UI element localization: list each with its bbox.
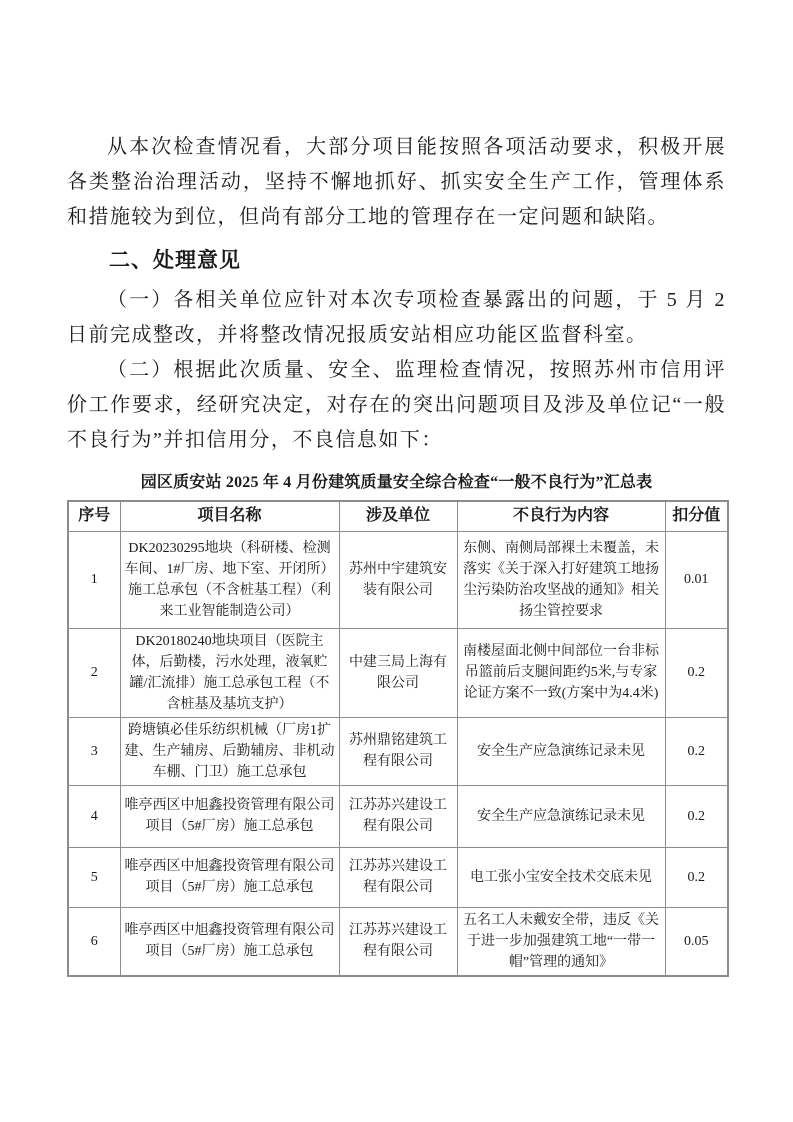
bad-behavior-summary-table [67,500,729,977]
header-cell-content: 不良行为内容 [457,501,665,531]
table-header-row [68,501,728,531]
cell-unit: 中建三局上海有限公司 [339,628,457,717]
cell-unit: 苏州中宇建筑安装有限公司 [339,531,457,628]
cell-index: 5 [68,847,120,907]
cell-content: 电工张小宝安全技术交底未见 [457,847,665,907]
cell-index: 6 [68,907,120,976]
cell-score: 0.2 [665,785,728,847]
table-row [68,785,728,847]
cell-index: 3 [68,717,120,785]
cell-index: 1 [68,531,120,628]
header-cell-project: 项目名称 [120,501,339,531]
header-cell-unit: 涉及单位 [339,501,457,531]
cell-content: 安全生产应急演练记录未见 [457,785,665,847]
header-cell-score: 扣分值 [665,501,728,531]
cell-content: 东侧、南侧局部裸土未覆盖，未落实《关于深入打好建筑工地扬尘污染防治攻坚战的通知》相关扬尘管控要求 [457,531,665,628]
header-cell-index: 序号 [68,501,120,531]
cell-project: 唯亭西区中旭鑫投资管理有限公司项目（5#厂房）施工总承包 [120,847,339,907]
cell-project: DK20230295地块（科研楼、检测车间、1#厂房、地下室、开闭所）施工总承包（不含桩基工程）（利来工业智能制造公司） [120,531,339,628]
cell-score: 0.01 [665,531,728,628]
table-row [68,531,728,628]
section-heading-handling-opinions: 二、处理意见 [109,249,241,272]
table-row [68,907,728,976]
cell-unit: 苏州鼎铭建筑工程有限公司 [339,717,457,785]
cell-project: 唯亭西区中旭鑫投资管理有限公司项目（5#厂房）施工总承包 [120,907,339,976]
cell-content: 五名工人未戴安全带，违反《关于进一步加强建筑工地“一带一帽”管理的通知》 [457,907,665,976]
cell-project: DK20180240地块项目（医院主体，后勤楼，污水处理，液氧贮罐/汇流排）施工总承包工程（不含桩基及基坑支护） [120,628,339,717]
cell-project: 跨塘镇必佳乐纺织机械（厂房1扩建、生产辅房、后勤辅房、非机动车棚、门卫）施工总承包 [120,717,339,785]
cell-project: 唯亭西区中旭鑫投资管理有限公司项目（5#厂房）施工总承包 [120,785,339,847]
cell-score: 0.2 [665,847,728,907]
cell-unit: 江苏苏兴建设工程有限公司 [339,785,457,847]
cell-content: 南楼屋面北侧中间部位一台非标吊篮前后支腿间距约5米,与专家论证方案不一致(方案中为4.4米) [457,628,665,717]
table-row [68,628,728,717]
cell-unit: 江苏苏兴建设工程有限公司 [339,847,457,907]
cell-unit: 江苏苏兴建设工程有限公司 [339,907,457,976]
paragraph-item-two: （二）根据此次质量、安全、监理检查情况，按照苏州市信用评价工作要求，经研究决定，对存在的突出问题项目及涉及单位记“一般不良行为”并扣信用分，不良信息如下： [67,359,726,451]
table-row [68,717,728,785]
paragraph-inspection-summary: 从本次检查情况看，大部分项目能按照各项活动要求，积极开展各类整治治理活动，坚持不懈地抓好、抓实安全生产工作，管理体系和措施较为到位，但尚有部分工地的管理存在一定问题和缺陷。 [67,136,726,228]
table-title: 园区质安站 2025 年 4 月份建筑质量安全综合检查“一般不良行为”汇总表 [140,474,653,491]
cell-content: 安全生产应急演练记录未见 [457,717,665,785]
cell-score: 0.2 [665,717,728,785]
cell-index: 2 [68,628,120,717]
paragraph-item-one: （一）各相关单位应针对本次专项检查暴露出的问题，于 5 月 2 日前完成整改，并将整改情况报质安站相应功能区监督科室。 [67,289,726,346]
cell-score: 0.2 [665,628,728,717]
cell-score: 0.05 [665,907,728,976]
table-row [68,847,728,907]
cell-index: 4 [68,785,120,847]
